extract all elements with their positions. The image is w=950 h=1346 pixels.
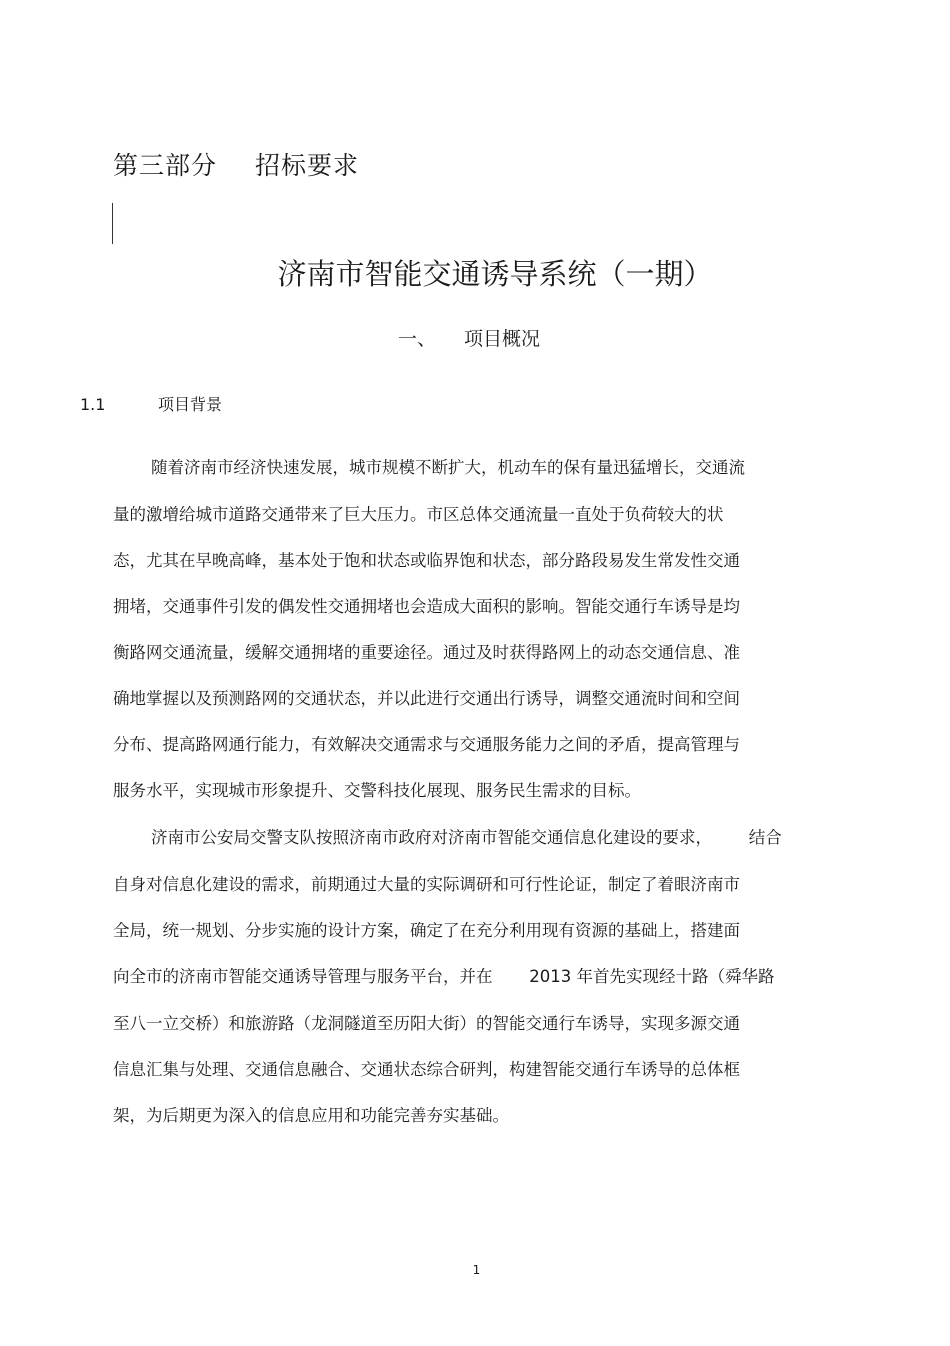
paragraph-line: 确地掌握以及预测路网的交通状态，并以此进行交通出行诱导，调整交通流时间和空间 [113,689,740,708]
section-heading [398,324,540,351]
document-title: 济南市智能交通诱导系统（一期） [277,257,713,291]
paragraph-line: 全局，统一规划、分步实施的设计方案，确定了在充分利用现有资源的基础上，搭建面 [113,921,740,940]
paragraph-line: 服务水平，实现城市形象提升、交警科技化展现、服务民生需求的目标。 [113,781,641,800]
paragraph-line: 随着济南市经济快速发展，城市规模不断扩大，机动车的保有量迅猛增长，交通流 [151,458,745,477]
page-number: 1 [472,1263,481,1277]
part-label: 第三部分 [113,151,218,180]
subsection-heading [80,392,222,415]
section-number: 一、 [398,328,437,350]
margin-bar [112,203,113,244]
section-title: 项目概况 [464,328,541,350]
subsection-title: 项目背景 [158,395,223,414]
part-title: 招标要求 [255,151,360,180]
paragraph-line: 向全市的济南市智能交通诱导管理与服务平台，并在 2013 年首先实现经十路（舜华路 [113,967,775,986]
paragraph-line: 衡路网交通流量，缓解交通拥堵的重要途径。通过及时获得路网上的动态交通信息、准 [113,643,740,662]
paragraph-line: 量的激增给城市道路交通带来了巨大压力。市区总体交通流量一直处于负荷较大的状 [113,505,724,524]
paragraph-line: 态，尤其在早晚高峰，基本处于饱和状态或临界饱和状态，部分路段易发生常发性交通 [113,551,740,570]
paragraph-line: 信息汇集与处理、交通信息融合、交通状态综合研判，构建智能交通行车诱导的总体框 [113,1060,740,1079]
paragraph-line: 分布、提高路网通行能力，有效解决交通需求与交通服务能力之间的矛盾，提高管理与 [113,735,740,754]
paragraph-line: 济南市公安局交警支队按照济南市政府对济南市智能交通信息化建设的要求， 结合 [151,828,782,847]
paragraph-line: 自身对信息化建设的需求，前期通过大量的实际调研和可行性论证，制定了着眼济南市 [113,875,740,894]
paragraph-line: 架，为后期更为深入的信息应用和功能完善夯实基础。 [113,1106,509,1125]
subsection-number: 1.1 [80,395,106,414]
part-heading [113,146,359,182]
paragraph-line: 至八一立交桥）和旅游路（龙洞隧道至历阳大街）的智能交通行车诱导，实现多源交通 [113,1014,740,1033]
paragraph-line: 拥堵，交通事件引发的偶发性交通拥堵也会造成大面积的影响。智能交通行车诱导是均 [113,597,740,616]
